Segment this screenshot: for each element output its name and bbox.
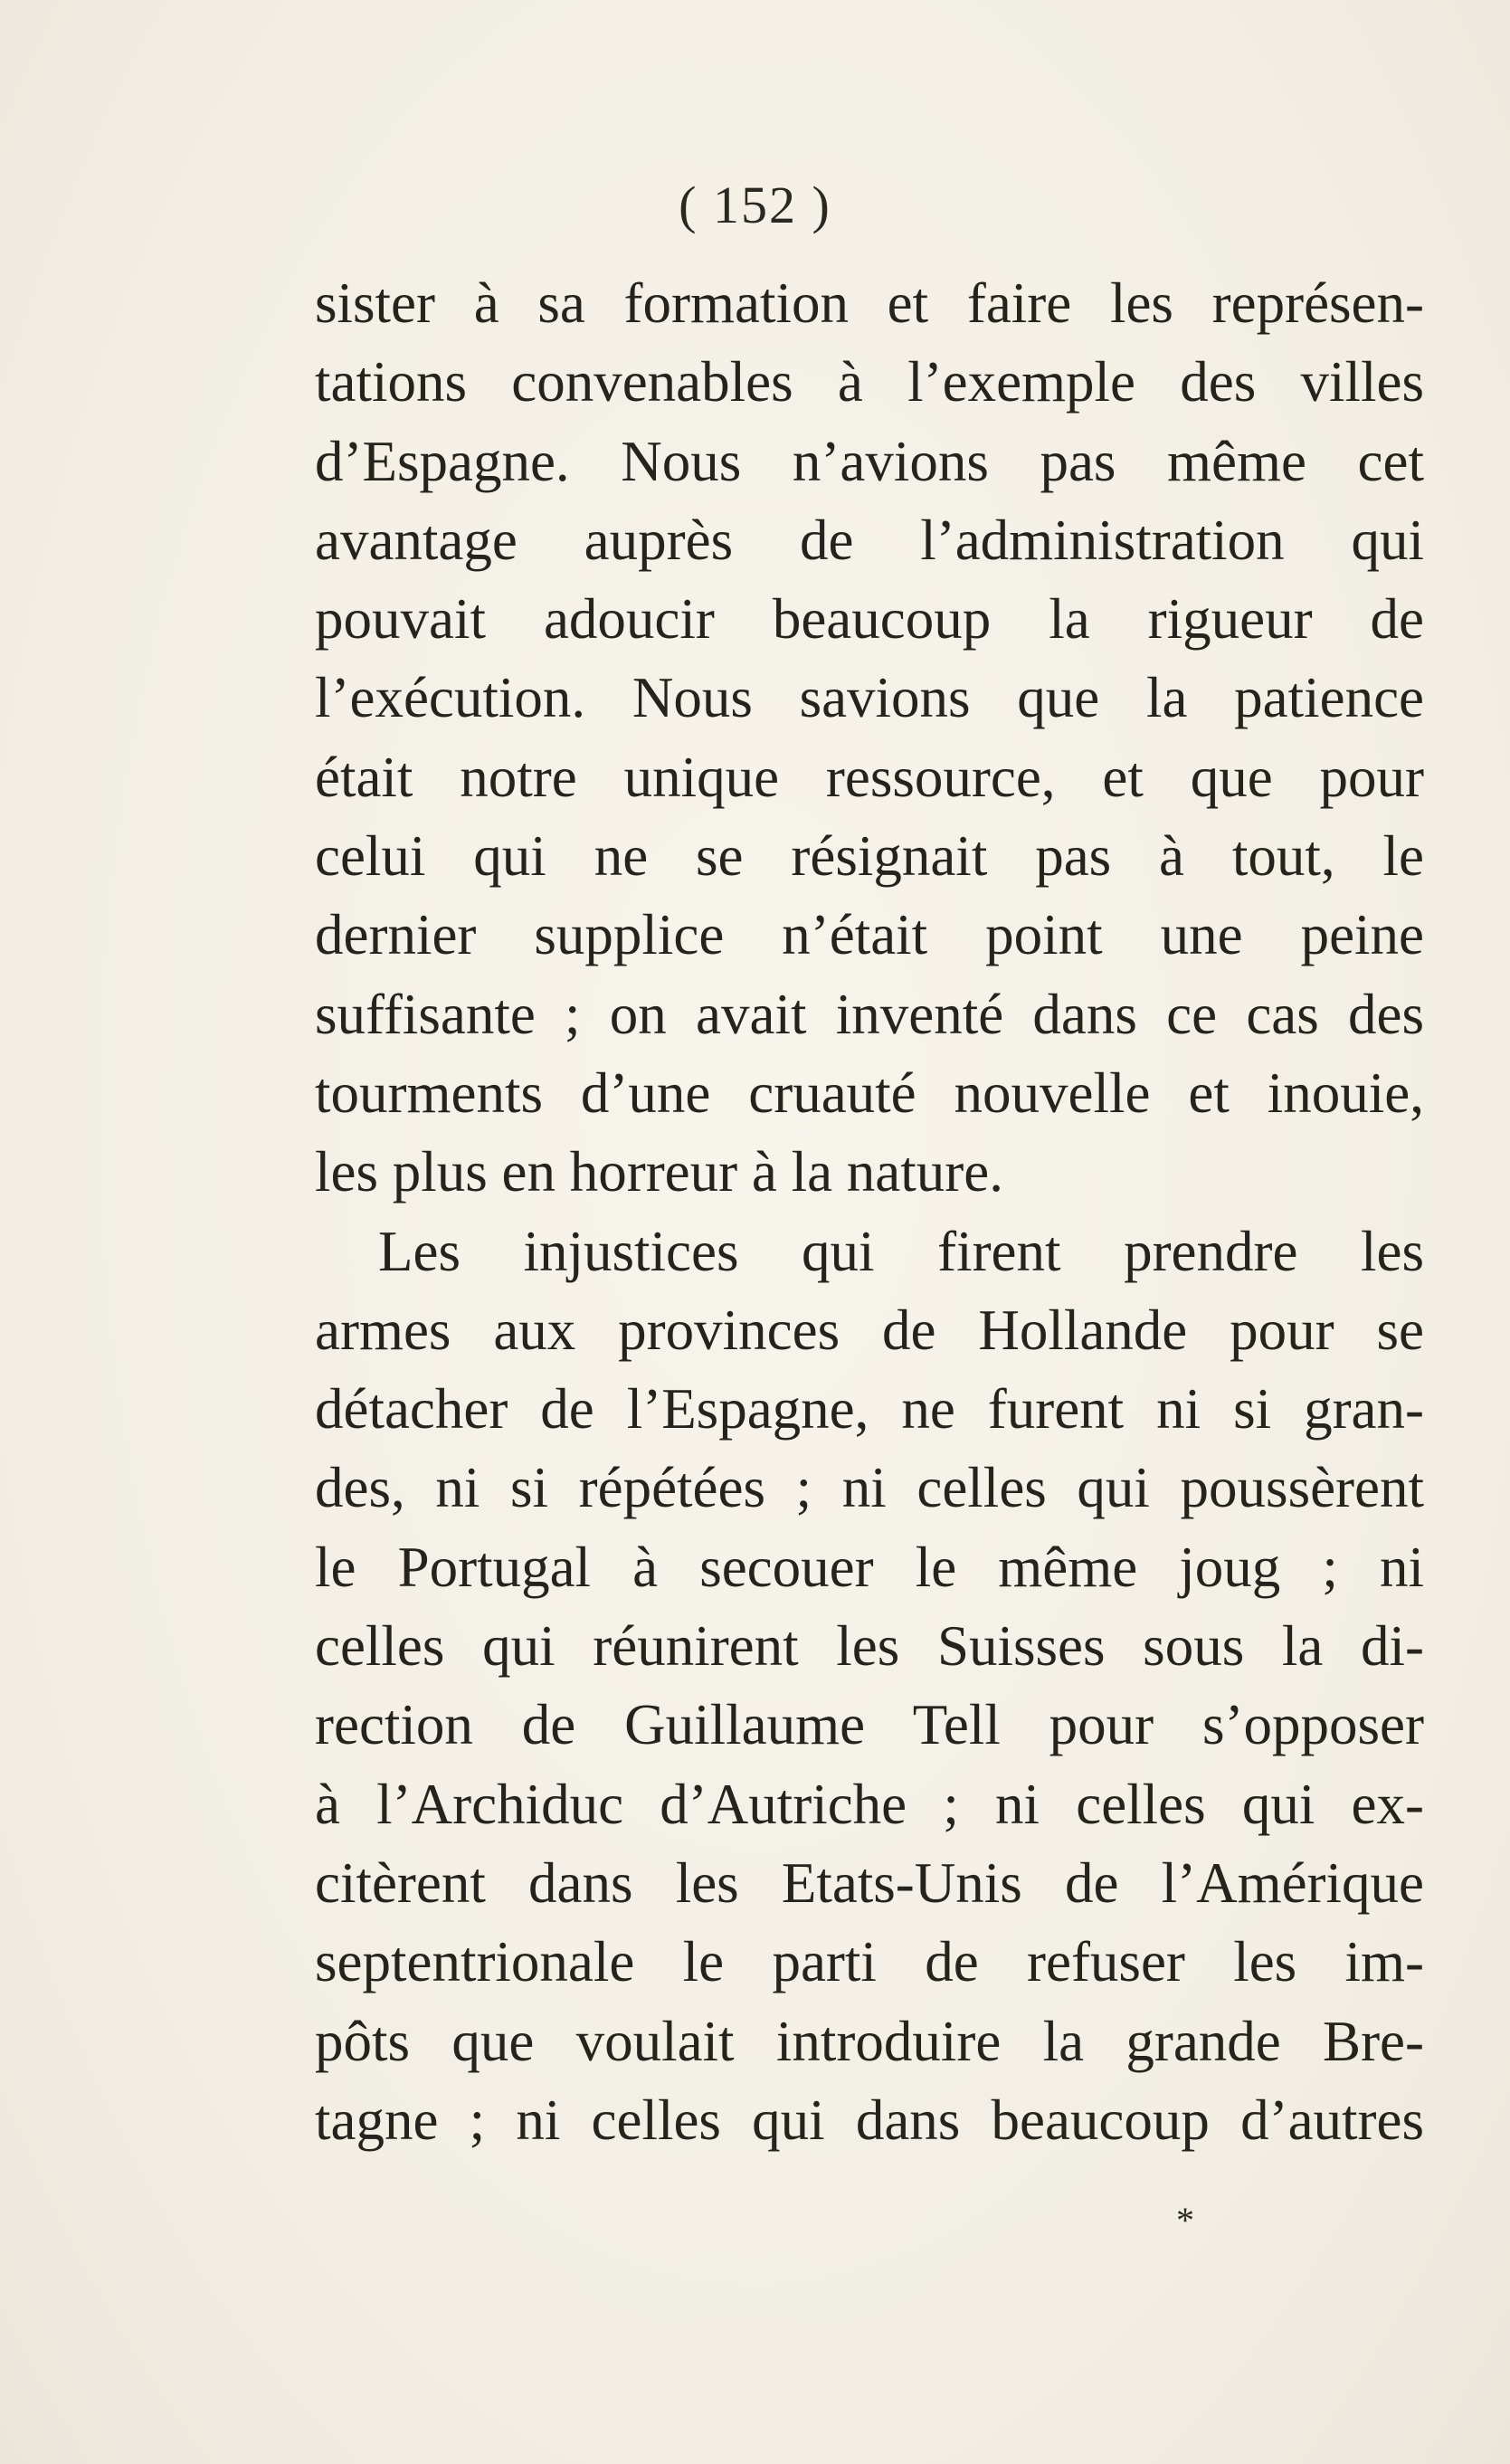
text-line: d’Espagne. Nous n’avions pas même cet [315,429,1424,493]
text-line: le Portugal à secouer le même joug ; ni [315,1535,1424,1599]
text-line: celles qui réunirent les Suisses sous la di- [315,1614,1424,1679]
catchword-mark: * [1176,2200,1194,2240]
text-line: septentrionale le parti de refuser les im- [315,1930,1424,1994]
text-line: à l’Archiduc d’Autriche ; ni celles qui ex- [315,1772,1424,1836]
text-line: tourments d’une cruauté nouvelle et inouie, [315,1061,1424,1125]
text-line: des, ni si répétées ; ni celles qui poussèrent [315,1456,1424,1520]
text-line: sister à sa formation et faire les représen- [315,271,1424,335]
text-line: celui qui ne se résignait pas à tout, le [315,824,1424,889]
text-line: était notre unique ressource, et que pour [315,745,1424,809]
text-line: armes aux provinces de Hollande pour se [315,1298,1424,1362]
paragraph-end-line: les plus en horreur à la nature. [315,1140,1003,1204]
text-line: citèrent dans les Etats-Unis de l’Amérique [315,1850,1424,1915]
text-line: pouvait adoucir beaucoup la rigueur de [315,587,1424,652]
text-line: l’exécution. Nous savions que la patience [315,666,1424,730]
text-line: rection de Guillaume Tell pour s’opposer [315,1693,1424,1757]
page-number: ( 152 ) [679,176,831,234]
text-line: tagne ; ni celles qui dans beaucoup d’autres [315,2088,1424,2152]
body-text [315,264,1424,2160]
text-line: tations convenables à l’exemple des villes [315,350,1424,414]
text-line: suffisante ; on avait inventé dans ce cas des [315,982,1424,1046]
text-line: pôts que voulait introduire la grande Bre- [315,2009,1424,2073]
text-line: détacher de l’Espagne, ne furent ni si gran- [315,1377,1424,1441]
paragraph-start-line: Les injustices qui firent prendre les [378,1219,1424,1283]
text-line: dernier supplice n’était point une peine [315,903,1424,967]
text-line: avantage auprès de l’administration qui [315,508,1424,572]
